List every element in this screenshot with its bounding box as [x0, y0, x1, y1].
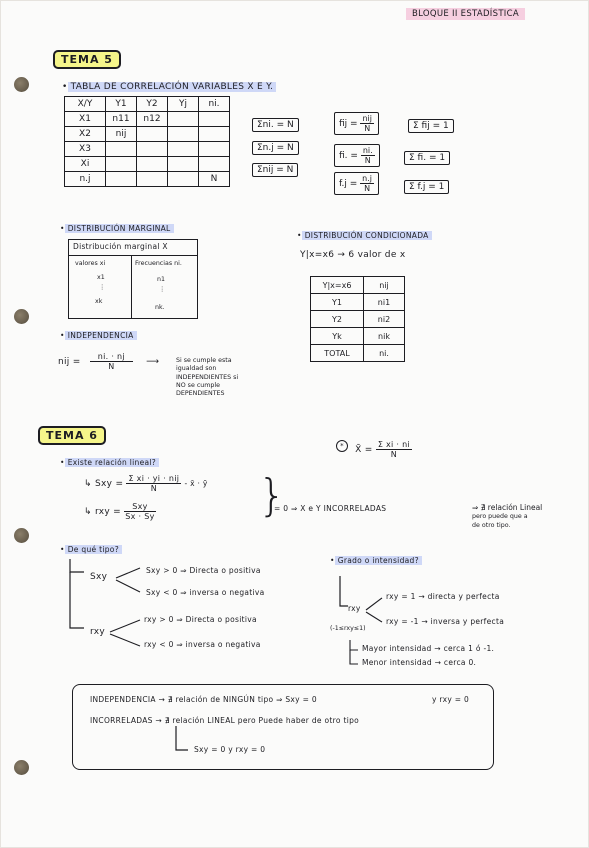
- grado-r-neg: rxy = -1 → inversa y perfecta: [386, 617, 505, 626]
- marginal-heading: • DISTRIBUCIÓN MARGINAL: [60, 224, 174, 233]
- sum-fi-box: Σ fi. = 1: [404, 151, 450, 165]
- lineal-heading: • Existe relación lineal?: [60, 458, 159, 467]
- tema5-title: TEMA 5: [53, 50, 121, 69]
- table-cell: X1: [65, 112, 106, 127]
- summary-independencia: INDEPENDENCIA → ∄ relación de NINGÚN tipo ⇒ Sxy = 0: [90, 695, 317, 704]
- sum-nij-box: Σnij = N: [252, 163, 298, 177]
- summary-independencia-rxy: y rxy = 0: [432, 695, 470, 704]
- freq-fi-box: fi. = $\frac{ni.}{N}$: [334, 144, 380, 167]
- lineal-conclusion: ⇒ ∄ relación Lineal pero puede que a de otro tipo.: [472, 503, 543, 529]
- table-cell: TOTAL: [311, 345, 364, 362]
- block-label: BLOQUE II ESTADÍSTICA: [406, 8, 525, 20]
- table-header-cell: nij: [364, 277, 405, 294]
- table-cell: Y1: [311, 294, 364, 311]
- table-cell: Yk: [311, 328, 364, 345]
- marginal-nk: nk.: [155, 304, 165, 311]
- marginal-col-values: valores xi: [75, 260, 106, 267]
- tema6-title: TEMA 6: [38, 426, 106, 445]
- freq-fj-box: f.j = $\frac{n.j}{N}$: [334, 172, 379, 195]
- table-cell: n11: [106, 112, 137, 127]
- grado-r-pos: rxy = 1 → directa y perfecta: [386, 592, 500, 601]
- condicionada-subtitle: Y|x=x6 → 6 valor de x: [300, 250, 406, 260]
- marginal-col-freq: Frecuencias ni.: [135, 260, 182, 267]
- table-cell: n12: [137, 112, 168, 127]
- tipo-rxy-neg: rxy < 0 ⇒ inversa o negativa: [144, 640, 261, 649]
- tipo-sxy: Sxy: [90, 572, 108, 582]
- marginal-x1: x1: [97, 274, 105, 281]
- tipo-rxy-pos: rxy > 0 ⇒ Directa o positiva: [144, 615, 257, 624]
- marginal-table: Distribución marginal X valores xi Frecuencias ni. x1 ⋮ xk n1 ⋮ nk.: [68, 239, 198, 319]
- tipo-sxy-pos: Sxy > 0 ⇒ Directa o positiva: [146, 566, 261, 575]
- table-cell: ni1: [364, 294, 405, 311]
- grado-rxy: rxy: [348, 604, 361, 613]
- summary-incorreladas: INCORRELADAS → ∄ relación LINEAL pero Puede haber de otro tipo: [90, 716, 360, 725]
- table-cell: ni2: [364, 311, 405, 328]
- tipo-rxy: rxy: [90, 627, 106, 637]
- marginal-n1: n1: [157, 276, 165, 283]
- tipo-sxy-neg: Sxy < 0 ⇒ inversa o negativa: [146, 588, 265, 597]
- table-header-cell: Y|x=x6: [311, 277, 364, 294]
- media-formula: * X̄ = $\frac{\text{Σ xi · ni}}{N}$: [336, 440, 412, 459]
- table-cell: Y2: [311, 311, 364, 328]
- marginal-xk: xk: [95, 298, 103, 305]
- summary-incorreladas-values: Sxy = 0 y rxy = 0: [194, 745, 266, 754]
- condicionada-heading: • DISTRIBUCIÓN CONDICIONADA: [297, 231, 432, 240]
- right-brace: }: [258, 470, 286, 521]
- table-cell: nij: [106, 127, 137, 142]
- table-cell: n.j: [65, 172, 106, 187]
- table-header-cell: Y1: [106, 97, 137, 112]
- grado-heading: • Grado o intensidad?: [330, 556, 422, 565]
- independencia-heading: • INDEPENDENCIA: [60, 331, 137, 340]
- independencia-formula: nij = $\frac{ni. \cdot nj}{N}$ ⟶: [58, 352, 160, 371]
- rxy-formula: ↳ rxy = $\frac{\text{Sxy}}{Sx \cdot Sy}$: [84, 502, 155, 521]
- table-header-cell: ni.: [199, 97, 230, 112]
- table-cell: X3: [65, 142, 106, 157]
- independencia-note: Si se cumple esta igualdad son INDEPENDIENTES si NO se cumple DEPENDIENTES: [176, 357, 239, 398]
- grado-range: (-1≤rxy≤1): [330, 625, 366, 632]
- lineal-result: = 0 ⇒ X e Y INCORRELADAS: [274, 504, 387, 513]
- sum-fij-box: Σ fij = 1: [408, 119, 454, 133]
- sxy-formula: ↳ Sxy = $\frac{\text{Σ xi · yi · nij}}{N}$ - x̄ · ȳ: [84, 474, 208, 493]
- table-cell: ni.: [364, 345, 405, 362]
- grado-mayor: Mayor intensidad → cerca 1 ó -1.: [362, 644, 495, 653]
- table-cell: Xi: [65, 157, 106, 172]
- table-header-cell: X/Y: [65, 97, 106, 112]
- sum-nj-box: Σn.j = N: [252, 141, 299, 155]
- sum-fj-box: Σ f.j = 1: [404, 180, 449, 194]
- tabla-heading: • TABLA DE CORRELACIÓN VARIABLES X E Y.: [62, 82, 276, 92]
- marginal-table-title: Distribución marginal X: [73, 242, 168, 251]
- table-header-cell: Y2: [137, 97, 168, 112]
- grado-menor: Menor intensidad → cerca 0.: [362, 658, 477, 667]
- table-header-cell: Yj: [168, 97, 199, 112]
- sum-ni-box: Σni. = N: [252, 118, 299, 132]
- tipo-heading: • De qué tipo?: [60, 545, 122, 554]
- table-cell: N: [199, 172, 230, 187]
- table-cell: X2: [65, 127, 106, 142]
- table-cell: nik: [364, 328, 405, 345]
- freq-fij-box: fij = $\frac{\text{nij}}{N}$: [334, 112, 379, 135]
